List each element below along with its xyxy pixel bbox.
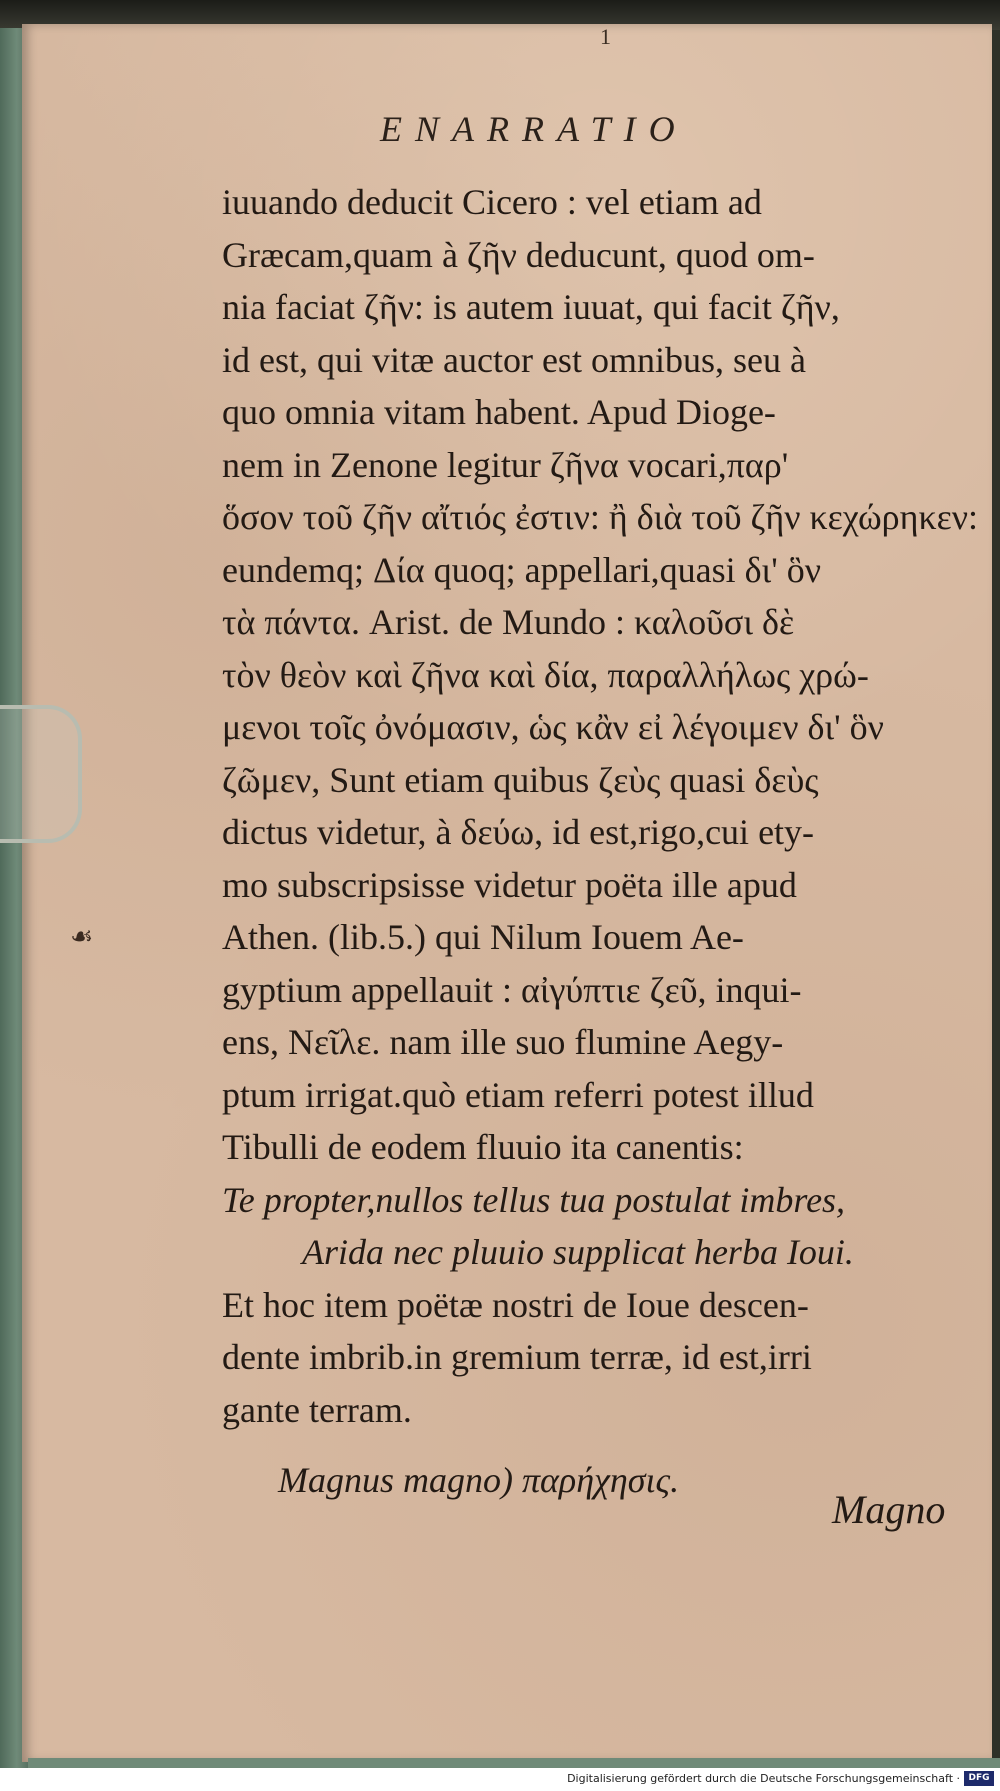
text-line: nia faciat ζῆν: is autem iuuat, qui facit ζῆν, (222, 287, 840, 327)
text-line: eundemq; Δία quoq; appellari,quasi δι' ὃν (222, 549, 821, 590)
text-line: id est, qui vitæ auctor est omnibus, seu à (222, 339, 806, 380)
verse-line: Arida nec pluuio supplicat herba Ioui. (302, 1232, 854, 1272)
text-line: gyptium appellauit : αἰγύπτιε ζεῦ, inqui- (222, 969, 802, 1010)
dfg-logo: DFG (964, 1771, 994, 1786)
running-head: ENARRATIO (380, 109, 688, 149)
text-line: Et hoc item poëtæ nostri de Ioue descen- (222, 1284, 809, 1325)
margin-mark: ☙ (70, 922, 94, 951)
text-line: ens, Νεῖλε. nam ille suo flumine Aegy- (222, 1022, 784, 1062)
footer-credit: Digitalisierung gefördert durch die Deutsche Forschungsgemeinschaft · (567, 1772, 960, 1785)
text-line: quo omnia vitam habent. Apud Dioge- (222, 392, 776, 432)
text-line: τὰ πάντα. Arist. de Mundo : καλοῦσι δὲ (222, 602, 795, 642)
text-line: ζῶμεν, Sunt etiam quibus ζεὺς quasi δεὺς (222, 759, 819, 800)
catchword: Magno (832, 1487, 946, 1532)
text-line: ptum irrigat.quò etiam referri potest illud (222, 1074, 814, 1115)
text-line: dictus videtur, à δεύω, id est,rigo,cui ety- (222, 812, 815, 852)
text-line: gante terram. (222, 1389, 412, 1430)
text-line: iuuando deducit Cicero : vel etiam ad (222, 182, 762, 222)
page-clip (0, 705, 82, 843)
text-line: nem in Zenone legitur ζῆνα vocari,παρ' (222, 444, 789, 485)
page-text (222, 176, 978, 1507)
verse-line: Te propter,nullos tellus tua postulat imbres, (222, 1179, 846, 1220)
text-line: Tibulli de eodem fluuio ita canentis: (222, 1127, 744, 1167)
text-line: mo subscripsisse videtur poëta ille apud (222, 864, 797, 905)
lemma-line: Magnus magno) παρήχησις. (278, 1460, 680, 1500)
text-line: Athen. (lib.5.) qui Nilum Iouem Ae- (222, 917, 744, 957)
text-line: Græcam,quam à ζῆν deducunt, quod om- (222, 234, 815, 275)
page-mark: 1 (600, 24, 611, 49)
page-bottom-edge (28, 1758, 1000, 1768)
text-line: τὸν θεὸν καὶ ζῆνα καὶ δία, παραλλήλως χρώ- (222, 654, 869, 695)
text-line: ὅσον τοῦ ζῆν αἴτιός ἐστιν: ἢ διὰ τοῦ ζῆν κεχώρηκεν: (222, 497, 978, 537)
text-line: dente imbrib.in gremium terræ, id est,irri (222, 1337, 812, 1377)
footer-bar (0, 1768, 1000, 1791)
text-line: μενοι τοῖς ὀνόμασιν, ὡς κἂν εἰ λέγοιμεν δι' ὃν (222, 707, 884, 747)
